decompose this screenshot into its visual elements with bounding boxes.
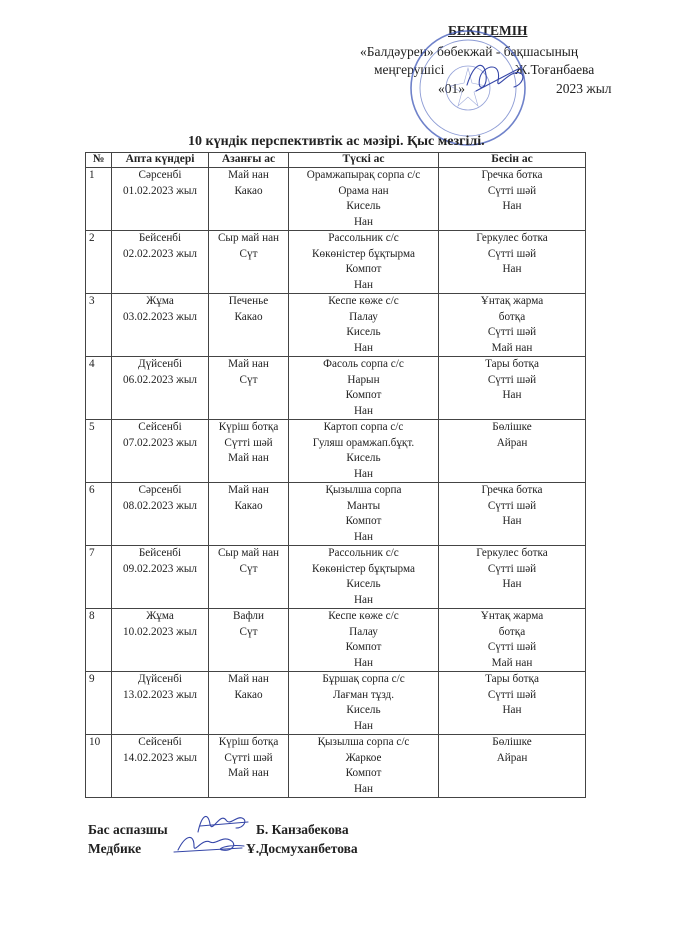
cell-line: Гуляш орамжап.бұқт. — [312, 436, 415, 449]
cell-line: Нан — [353, 530, 374, 543]
cell-line: Кеспе көже с/с — [328, 610, 399, 622]
cell-day — [112, 483, 209, 546]
cell-line: Вафли — [233, 610, 264, 622]
cell-line: Сыр май нан — [217, 547, 280, 559]
cell-line: Сүтті шәй — [487, 373, 537, 386]
cell-line: Фасоль сорпа с/с — [323, 358, 404, 370]
cell-line: Гречка ботка — [481, 169, 543, 181]
table-row — [86, 168, 586, 231]
cell-afternoon-snack — [439, 546, 586, 609]
table-row — [86, 609, 586, 672]
cell-line: Сейсенбі — [138, 421, 182, 433]
cell-lunch — [289, 231, 439, 294]
cell-line: Сыр май нан — [217, 232, 280, 244]
nurse-signature — [172, 830, 252, 860]
cell-number: 3 — [86, 294, 112, 357]
cell-line: Ұнтақ жарма — [480, 295, 544, 307]
cell-line: Какао — [234, 688, 263, 701]
cell-line: 10.02.2023 жыл — [123, 625, 197, 638]
cell-line: Нан — [353, 719, 374, 732]
cell-line: Жұма — [146, 295, 174, 307]
cell-afternoon-snack — [439, 672, 586, 735]
cell-line: 01.02.2023 жыл — [123, 184, 197, 197]
cell-breakfast — [209, 672, 289, 735]
signer-name: Б. Канзабекова — [256, 822, 349, 837]
cell-line: Орама нан — [338, 184, 389, 197]
cell-line: Палау — [349, 625, 378, 638]
cell-line: Нан — [353, 341, 374, 354]
cell-afternoon-snack — [439, 483, 586, 546]
cell-lunch — [289, 168, 439, 231]
cell-line: Нан — [353, 593, 374, 606]
cell-breakfast — [209, 546, 289, 609]
cell-line: Сүтті шәй — [487, 326, 537, 338]
table-row — [86, 672, 586, 735]
cell-breakfast — [209, 294, 289, 357]
cell-line: Сүтті шәй — [487, 688, 537, 701]
cell-line: Бейсенбі — [138, 547, 182, 559]
table-row — [86, 735, 586, 798]
cell-line: 07.02.2023 жыл — [123, 436, 197, 449]
cell-line: 13.02.2023 жыл — [123, 688, 197, 701]
table-header-row — [86, 153, 586, 168]
cell-afternoon-snack — [439, 357, 586, 420]
cell-line: Рассольник с/с — [328, 547, 399, 559]
cell-afternoon-snack — [439, 420, 586, 483]
cell-line: Тары ботқа — [485, 673, 539, 685]
cell-line: Сүт — [239, 625, 258, 638]
cell-line: Какао — [234, 310, 263, 323]
cell-line: Какао — [234, 499, 263, 512]
cell-line: Нан — [502, 704, 522, 716]
cell-number: 7 — [86, 546, 112, 609]
cell-line: Манты — [346, 499, 381, 512]
cell-line: Нан — [502, 578, 522, 590]
approval-head-name: Ж.Тоғанбаева — [515, 62, 595, 77]
cell-line: Палау — [349, 310, 378, 323]
cell-day — [112, 294, 209, 357]
approval-position: меңгерушісі — [374, 62, 445, 77]
cell-line: 02.02.2023 жыл — [123, 247, 197, 260]
cell-afternoon-snack — [439, 735, 586, 798]
cell-line: Бөлішке — [492, 421, 532, 433]
cell-afternoon-snack — [439, 609, 586, 672]
cell-line: Нан — [353, 215, 374, 228]
signer-role: Бас аспазшы — [88, 822, 168, 837]
cell-line: Нан — [353, 404, 374, 417]
table-row — [86, 231, 586, 294]
table-row — [86, 420, 586, 483]
cell-line: Компот — [345, 767, 382, 779]
cell-lunch — [289, 609, 439, 672]
cell-line: Көкөністер бұқтырма — [312, 562, 415, 575]
cell-line: Көкөністер бұқтырма — [312, 247, 415, 260]
cell-line: Дүйсенбі — [137, 358, 183, 370]
col-header-day: Апта күндері — [112, 153, 209, 168]
cell-line: Нан — [502, 389, 522, 401]
cell-line: 06.02.2023 жыл — [123, 373, 197, 386]
cell-line: Сүт — [239, 247, 258, 260]
cell-line: Май нан — [228, 673, 269, 685]
cell-line: Геркулес ботка — [476, 232, 548, 244]
cell-line: Жұма — [146, 610, 174, 622]
cell-afternoon-snack — [439, 294, 586, 357]
cell-line: Май нан — [228, 358, 269, 370]
cell-number: 1 — [86, 168, 112, 231]
cell-line: Дүйсенбі — [137, 673, 183, 685]
cell-line: Күріш ботқа — [218, 421, 279, 433]
cell-line: Кисель — [346, 326, 381, 338]
cell-line: Май нан — [228, 452, 269, 464]
cell-lunch — [289, 672, 439, 735]
cell-line: Май нан — [491, 341, 533, 354]
cell-day — [112, 735, 209, 798]
signer-role: Медбике — [88, 841, 142, 856]
cell-line: Кисель — [346, 452, 381, 464]
cell-line: Кисель — [346, 704, 381, 716]
cell-lunch — [289, 420, 439, 483]
cell-line: Кисель — [346, 578, 381, 590]
cell-line: Ұнтақ жарма — [480, 610, 544, 622]
menu-table — [85, 152, 586, 798]
cell-line: Рассольник с/с — [328, 232, 399, 244]
cell-lunch — [289, 735, 439, 798]
cell-line: Геркулес ботка — [476, 547, 548, 559]
col-header-afternoon-snack: Бесін ас — [439, 153, 586, 168]
table-row — [86, 546, 586, 609]
cell-line: Сәрсенбі — [138, 169, 182, 181]
cell-number: 10 — [86, 735, 112, 798]
cell-line: Кисель — [346, 200, 381, 212]
cell-breakfast — [209, 231, 289, 294]
cell-line: Айран — [496, 751, 528, 764]
approval-organization: «Балдәурен» бөбекжай - бақшасының — [360, 44, 579, 59]
cell-line: Сүтті шәй — [224, 436, 273, 449]
cell-line: Сүтті шәй — [487, 247, 537, 260]
cell-line: Сүтті шәй — [487, 562, 537, 575]
cell-line: Нан — [353, 782, 374, 795]
cell-line: Орамжапырақ сорпа с/с — [306, 169, 421, 181]
cell-line: Май нан — [228, 484, 269, 496]
cell-breakfast — [209, 168, 289, 231]
cell-number: 9 — [86, 672, 112, 735]
cell-line: Сәрсенбі — [138, 484, 182, 496]
cell-line: 08.02.2023 жыл — [123, 499, 197, 512]
col-header-lunch: Түскі ас — [289, 153, 439, 168]
cell-day — [112, 357, 209, 420]
cell-line: Компот — [345, 263, 382, 275]
cell-breakfast — [209, 420, 289, 483]
cell-breakfast — [209, 483, 289, 546]
cell-day — [112, 168, 209, 231]
cell-line: Нан — [353, 278, 374, 291]
cell-line: ботқа — [498, 310, 526, 323]
approval-date-day: «01» — [438, 81, 465, 96]
cell-lunch — [289, 357, 439, 420]
cell-day — [112, 546, 209, 609]
cell-breakfast — [209, 609, 289, 672]
cell-number: 8 — [86, 609, 112, 672]
cell-line: Компот — [345, 515, 382, 527]
cell-line: Сүтті шәй — [487, 184, 537, 197]
cell-line: Какао — [234, 184, 263, 197]
table-row — [86, 294, 586, 357]
cell-line: Нан — [502, 263, 522, 275]
cell-line: Қызылша сорпа с/с — [317, 736, 410, 748]
page-title: 10 күндік перспективтік ас мәзірі. Қыс мезгілі. — [188, 134, 485, 149]
cell-line: Қызылша сорпа — [325, 484, 402, 496]
cell-line: Май нан — [228, 767, 269, 779]
cell-lunch — [289, 294, 439, 357]
cell-line: Компот — [345, 641, 382, 653]
cell-line: Гречка ботка — [481, 484, 543, 496]
cell-line: Сейсенбі — [138, 736, 182, 748]
cell-line: Нан — [353, 467, 374, 480]
cell-line: Печенье — [228, 295, 269, 307]
cell-line: 14.02.2023 жыл — [123, 751, 197, 764]
cell-line: Сүт — [239, 373, 258, 386]
approval-year: 2023 жыл — [556, 81, 612, 96]
cell-afternoon-snack — [439, 168, 586, 231]
cell-line: Жаркое — [345, 751, 382, 764]
signer-name: Ұ.Досмуханбетова — [246, 841, 358, 856]
cell-line: Сүтті шәй — [487, 499, 537, 512]
cell-number: 2 — [86, 231, 112, 294]
cell-line: Бейсенбі — [138, 232, 182, 244]
cell-line: Компот — [345, 389, 382, 401]
cell-number: 6 — [86, 483, 112, 546]
table-row — [86, 357, 586, 420]
cell-line: Сүтті шәй — [224, 751, 273, 764]
cell-afternoon-snack — [439, 231, 586, 294]
cell-line: Нан — [502, 200, 522, 212]
cell-day — [112, 672, 209, 735]
cell-line: Лағман тұзд. — [332, 688, 395, 701]
cell-line: Нан — [502, 515, 522, 527]
cell-line: 03.02.2023 жыл — [123, 310, 197, 323]
approval-title: БЕКІТЕМІН — [448, 23, 528, 38]
cell-number: 5 — [86, 420, 112, 483]
table-row — [86, 483, 586, 546]
cell-line: Нан — [353, 656, 374, 669]
cell-line: Бұршақ сорпа с/с — [322, 673, 405, 685]
col-header-breakfast: Азанғы ас — [209, 153, 289, 168]
cell-lunch — [289, 546, 439, 609]
cell-line: Бөлішке — [492, 736, 532, 748]
cell-line: 09.02.2023 жыл — [123, 562, 197, 575]
cell-breakfast — [209, 735, 289, 798]
cell-day — [112, 420, 209, 483]
cell-line: Нарын — [347, 373, 380, 386]
cell-breakfast — [209, 357, 289, 420]
cell-line: Картоп сорпа с/с — [323, 421, 404, 433]
col-header-number: № — [86, 153, 112, 168]
cell-line: Тары ботқа — [485, 358, 539, 370]
cell-lunch — [289, 483, 439, 546]
table-body — [86, 168, 586, 798]
cell-day — [112, 231, 209, 294]
cell-line: Май нан — [228, 169, 269, 181]
cell-day — [112, 609, 209, 672]
cell-number: 4 — [86, 357, 112, 420]
head-signature — [462, 55, 532, 100]
cell-line: Кеспе көже с/с — [328, 295, 399, 307]
cell-line: ботқа — [498, 625, 526, 638]
cell-line: Сүтті шәй — [487, 641, 537, 653]
cell-line: Сүт — [239, 562, 258, 575]
cell-line: Айран — [496, 436, 528, 449]
cell-line: Күріш ботқа — [218, 736, 279, 748]
cell-line: Май нан — [491, 656, 533, 669]
